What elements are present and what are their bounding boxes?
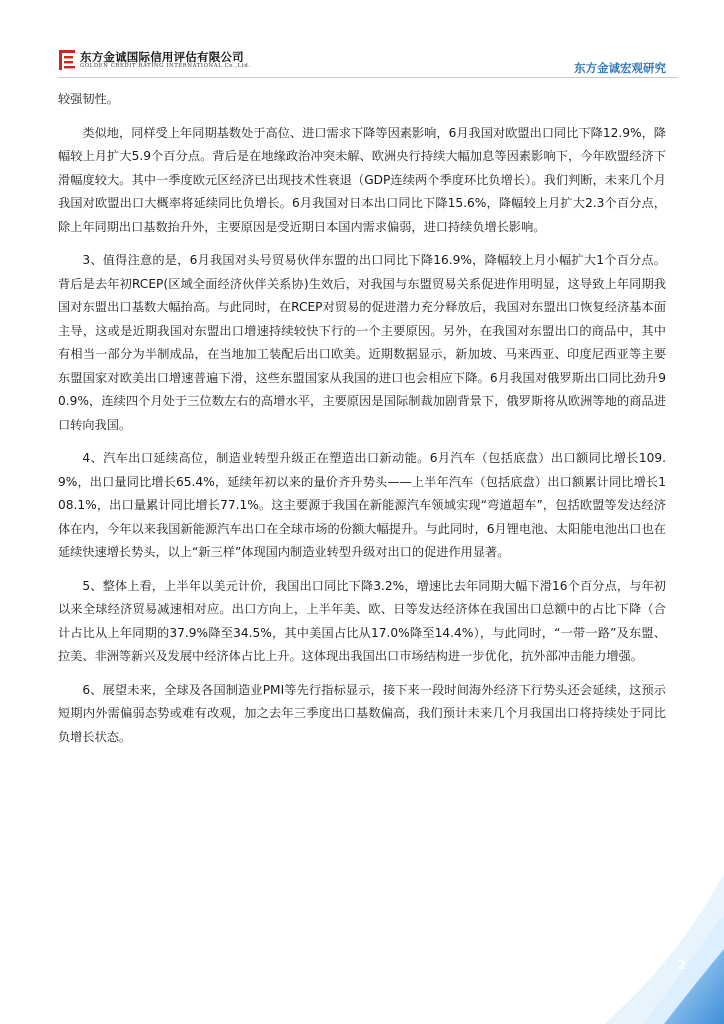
paragraph-asean-exports: 3、值得注意的是，6月我国对头号贸易伙伴东盟的出口同比下降16.9%，降幅较上月小幅扩大1个百分点。背后是去年初RCEP(区域全面经济伙伴关系协)生效后，对我国与东盟贸易关系促进作用明显，这导致上年同期我国对东盟出口基数大幅抬高。与此同时，在RCEP对贸易的促进潜力充分释放后，我国对东盟出口恢复经济基本面主导，这或是近期我国对东盟出口增速持续较快下行的一个主要原因。另外，在我国对东盟出口的商品中，其中有相当一部分为半制成品，在当地加工装配后出口欧美。近期数据显示，新加坡、马来西亚、印度尼西亚等主要东盟国家对欧美出口增速普遍下滑，这些东盟国家从我国的进口也会相应下降。6月我国对俄罗斯出口同比劲升90.9%，连续四个月处于三位数左右的高增水平，主要原因是国际制裁加剧背景下，俄罗斯将从欧洲等地的商品进口转向我国。 (58, 253, 666, 432)
logo-mark-icon (58, 49, 76, 71)
logo-chinese-name: 东方金诚国际信用评估有限公司 (80, 50, 244, 64)
page-header (0, 0, 724, 84)
paragraph-continuation: 较强韧性。 (58, 92, 119, 106)
header-divider (58, 77, 678, 78)
logo-english-name: GOLDEN CREDIT RATING INTERNATIONAL Co.,Ltd. (80, 63, 251, 69)
paragraph-overall-exports: 5、整体上看，上半年以美元计价，我国出口同比下降3.2%，增速比去年同期大幅下滑16个百分点，与年初以来全球经济贸易减速相对应。出口方向上，上半年美、欧、日等发达经济体在我国出口总额中的占比下降（合计占比从上年同期的37.9%降至34.5%，其中美国占比从17.0%降至14.4%），与此同时，“一带一路”及东盟、拉美、非洲等新兴及发展中经济体占比上升。这体现出我国出口市场结构进一步优化，抗外部冲击能力增强。 (58, 578, 666, 663)
document-body (58, 88, 666, 759)
paragraph-auto-exports: 4、汽车出口延续高位，制造业转型升级正在塑造出口新动能。6月汽车（包括底盘）出口额同比增长109.9%，出口量同比增长65.4%，延续年初以来的量价齐升势头——上半年汽车（包括底盘）出口额累计同比增长108.1%，出口量累计同比增长77.1%。这主要源于我国在新能源汽车领域实现“弯道超车”，包括欧盟等发达经济体在内，今年以来我国新能源汽车出口在全球市场的份额大幅提升。与此同时，6月锂电池、太阳能电池出口也在延续快速增长势头，以上“新三样”体现国内制造业转型升级对出口的促进作用显著。 (58, 451, 666, 559)
company-logo (58, 49, 251, 75)
corner-decoration (604, 854, 724, 1024)
paragraph-outlook: 6、展望未来，全球及各国制造业PMI等先行指标显示，接下来一段时间海外经济下行势头还会延续，这预示短期内外需偏弱态势或难有改观，加之去年三季度出口基数偏高，我们预计未来几个月我国出口将持续处于同比负增长状态。 (58, 682, 666, 744)
paragraph-eu-japan-exports: 类似地，同样受上年同期基数处于高位、进口需求下降等因素影响，6月我国对欧盟出口同比下降12.9%，降幅较上月扩大5.9个百分点。背后是在地缘政治冲突未解、欧洲央行持续大幅加息等因素影响下，今年欧盟经济下滑幅度较大。其中一季度欧元区经济已出现技术性衰退（GDP连续两个季度环比负增长）。我们判断，未来几个月我国对欧盟出口大概率将延续同比负增长。6月我国对日本出口同比下降15.6%，降幅较上月扩大2.3个百分点，除上年同期出口基数抬升外，主要原因是受近期日本国内需求偏弱，进口持续负增长影响。 (58, 125, 666, 234)
page-number: 2 (677, 958, 686, 972)
header-title: 东方金诚宏观研究 (574, 61, 666, 75)
